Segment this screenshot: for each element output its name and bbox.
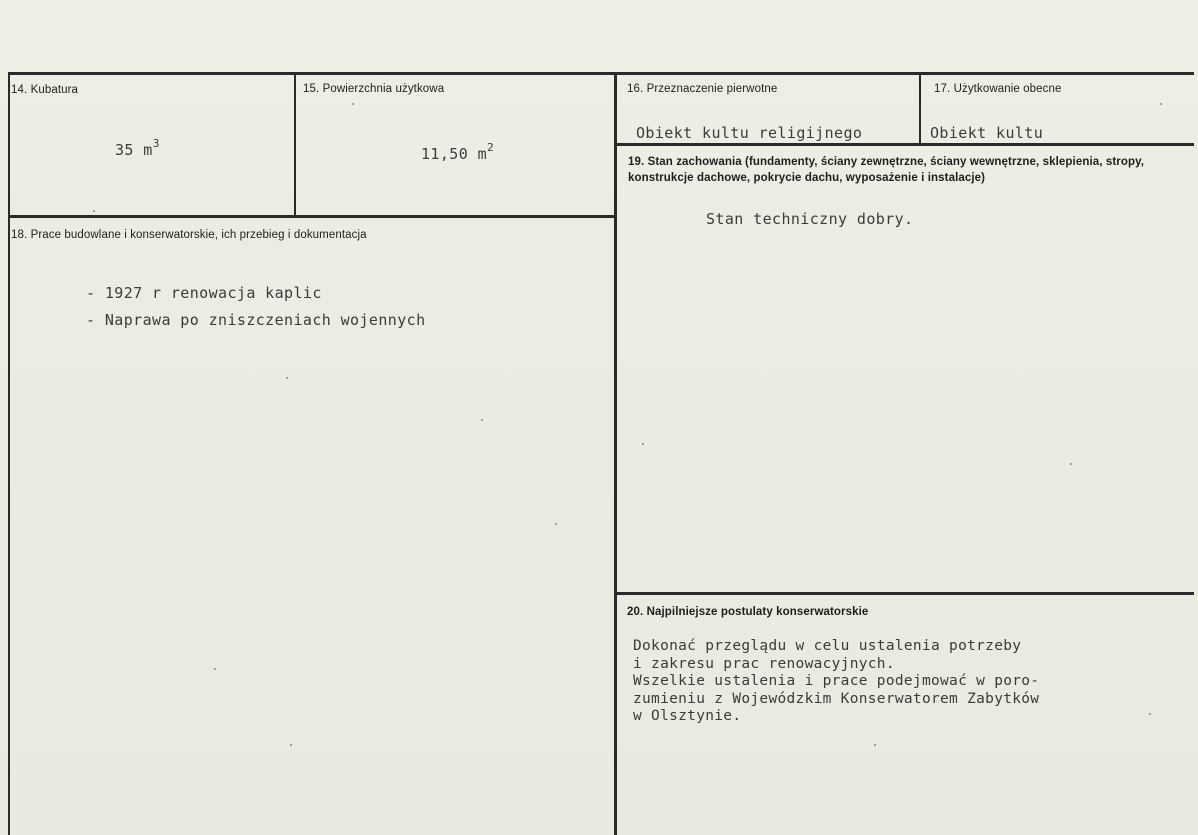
rule-above-20 bbox=[614, 592, 1194, 595]
section-15-label: 15. Powierzchnia użytkowa bbox=[303, 83, 445, 95]
cubature-value: 35 $m^3$ bbox=[115, 137, 160, 159]
section-20-label: 20. Najpilniejsze postulaty konserwatorskie bbox=[627, 606, 869, 618]
paper-speck bbox=[555, 523, 557, 525]
paper-speck bbox=[352, 103, 354, 105]
paper-speck bbox=[290, 744, 292, 746]
top-rule bbox=[8, 72, 1194, 75]
paper-speck bbox=[481, 419, 483, 421]
rule-below-16-17 bbox=[614, 143, 1194, 146]
section-14-label: 14. Kubatura bbox=[11, 84, 79, 96]
condition-value: Stan techniczny dobry. bbox=[706, 210, 914, 228]
paper-speck bbox=[286, 377, 288, 379]
original-purpose-value: Obiekt kultu religijnego bbox=[636, 124, 863, 142]
paper-speck bbox=[1070, 463, 1072, 465]
paper-speck bbox=[642, 443, 644, 445]
section-19-label: 19. Stan zachowania (fundamenty, ściany zewnętrzne, ściany wewnętrzne, sklepienia, stropy, konstrukcje dachowe, pokrycie dachu, wyposażenie i instalacje) bbox=[628, 156, 1145, 184]
paper-speck bbox=[1160, 103, 1162, 105]
usable-area-exponent: 2 bbox=[487, 141, 495, 154]
paper-speck bbox=[1149, 713, 1151, 715]
postulates-line-1: Dokonać przeglądu w celu ustalenia potrzeby bbox=[633, 638, 1022, 654]
divider-main-vertical bbox=[614, 72, 617, 835]
paper-speck bbox=[93, 210, 95, 212]
paper-speck bbox=[214, 668, 216, 670]
divider-14-15 bbox=[294, 72, 296, 217]
works-item-1: - 1927 r renowacja kaplic bbox=[86, 284, 322, 302]
rule-below-14-15 bbox=[8, 215, 616, 218]
left-rule bbox=[8, 72, 10, 835]
postulates-line-5: w Olsztynie. bbox=[633, 708, 742, 724]
postulates-line-3: Wszelkie ustalenia i prace podejmować w poro- bbox=[633, 673, 1040, 689]
section-16-label: 16. Przeznaczenie pierwotne bbox=[627, 83, 778, 95]
cubature-exponent: 3 bbox=[152, 137, 160, 150]
postulates-text bbox=[633, 638, 1039, 726]
current-use-value: Obiekt kultu bbox=[930, 124, 1044, 142]
usable-area-value: 11,50 $m^2$ bbox=[421, 141, 495, 163]
postulates-line-2: i zakresu prac renowacyjnych. bbox=[633, 655, 895, 672]
works-item-2: - Naprawa po zniszczeniach wojennych bbox=[86, 311, 426, 329]
divider-16-17 bbox=[919, 72, 921, 145]
section-18-label: 18. Prace budowlane i konserwatorskie, ich przebieg i dokumentacja bbox=[11, 229, 367, 241]
postulates-line-4: zumieniu z Wojewódzkim Konserwatorem Zabytków bbox=[633, 690, 1040, 707]
paper-speck bbox=[874, 744, 876, 746]
section-17-label: 17. Użytkowanie obecne bbox=[934, 83, 1062, 95]
